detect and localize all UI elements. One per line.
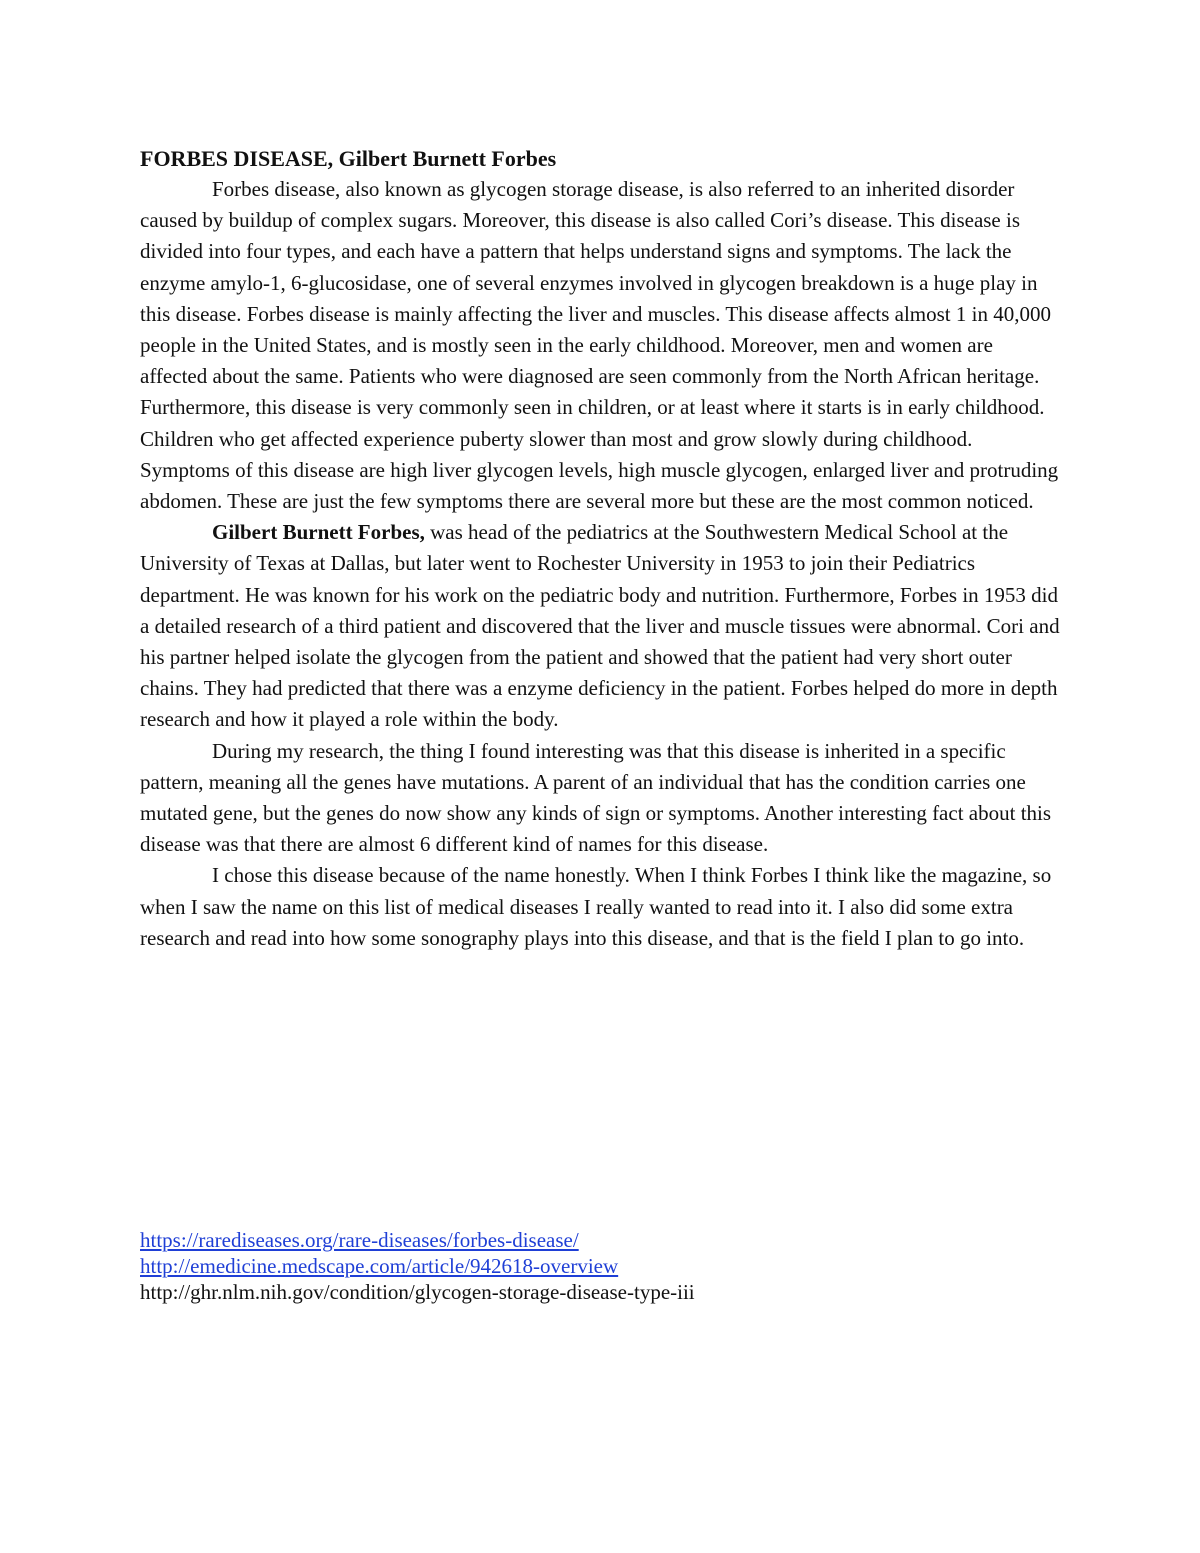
reference-link-rarediseases[interactable]: https://rarediseases.org/rare-diseases/forbes-disease/ xyxy=(140,1228,579,1252)
reference-link-medscape[interactable]: http://emedicine.medscape.com/article/942618-overview xyxy=(140,1254,619,1278)
paragraph-text: Forbes disease, also known as glycogen storage disease, is also referred to an inherited disorder caused by buildup of complex sugars. Moreover, this disease is also called Cori’s disease. This disease is divided into four types, and each have a pattern that helps understand signs and symptoms. The lack the enzyme amylo-1, 6-glucosidase, one of several enzymes involved in glycogen breakdown is a huge play in this disease. Forbes disease is mainly affecting the liver and muscles. This disease affects almost 1 in 40,000 people in the United States, and is mostly seen in the early childhood. Moreover, men and women are affected about the same. Patients who were diagnosed are seen commonly from the North African heritage. Furthermore, this disease is very commonly seen in children, or at least where it starts is in early childhood. Children who get affected experience puberty slower than most and grow slowly during childhood. Symptoms of this disease are high liver glycogen levels, high muscle glycogen, enlarged liver and protruding abdomen. These are just the few symptoms there are several more but these are the most common noticed. xyxy=(140,177,1059,514)
paragraph-text: was head of the pediatrics at the Southwestern Medical School at the University of Texas at Dallas, but later went to Rochester University in 1953 to join their Pediatrics department. He was known for his work on the pediatric body and nutrition. Furthermore, Forbes in 1953 did a detailed research of a third patient and discovered that the liver and muscle tissues were abnormal. Cori and his partner helped isolate the glycogen from the patient and showed that the patient had very short outer chains. They had predicted that there was a enzyme deficiency in the patient. Forbes helped do more in depth research and how it played a role within the body. xyxy=(140,520,1060,732)
reference-text-ghr: http://ghr.nlm.nih.gov/condition/glycogen-storage-disease-type-iii xyxy=(140,1280,695,1304)
paragraph-forbes-biography xyxy=(140,517,1060,735)
paragraph-text: I chose this disease because of the name honestly. When I think Forbes I think like the magazine, so when I saw the name on this list of medical diseases I really wanted to read into it. I also did some extra research and read into how some sonography plays into this disease, and that is the field I plan to go into. xyxy=(140,863,1052,950)
paragraph-lead-name: Gilbert Burnett Forbes, xyxy=(212,520,425,545)
references-list xyxy=(140,1227,1060,1305)
paragraph-text: During my research, the thing I found interesting was that this disease is inherited in a specific pattern, meaning all the genes have mutations. A parent of an individual that has the condition carries one mutated gene, but the genes do now show any kinds of sign or symptoms. Another interesting fact about this disease was that there are almost 6 different kind of names for this disease. xyxy=(140,738,1052,857)
paragraph-disease-overview xyxy=(140,174,1060,517)
paragraph-research-findings xyxy=(140,736,1060,861)
paragraph-personal-reason xyxy=(140,860,1060,954)
page-title: FORBES DISEASE, Gilbert Burnett Forbes xyxy=(140,146,557,171)
document-body xyxy=(140,143,1060,954)
